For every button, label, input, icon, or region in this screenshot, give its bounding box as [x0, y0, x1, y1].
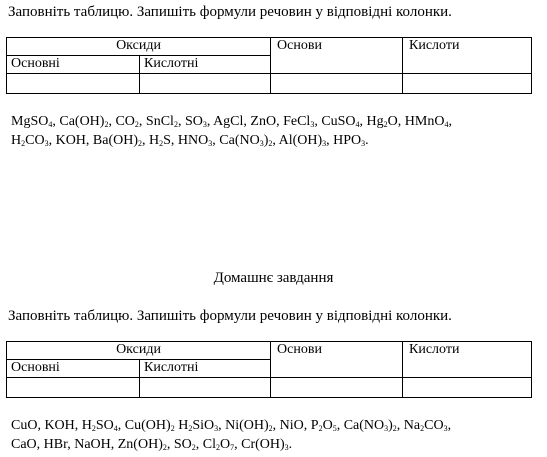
- cell-acids[interactable]: [403, 74, 532, 94]
- subscript: 2: [173, 120, 178, 129]
- subscript: 2: [138, 139, 143, 148]
- subscript: 3: [202, 120, 207, 129]
- subscript: 2: [162, 443, 167, 452]
- subscript: 4: [355, 120, 360, 129]
- subscript: 2: [104, 120, 109, 129]
- header-acids: Кислоти: [403, 38, 532, 74]
- header-bases: Основи: [271, 342, 403, 378]
- subscript: 2: [268, 424, 273, 433]
- subscript: 3: [44, 139, 49, 148]
- cell-acidic-oxides[interactable]: [140, 74, 271, 94]
- formula-list-2: [11, 416, 536, 454]
- cell-acidic-oxides[interactable]: [140, 378, 271, 398]
- subscript: 4: [444, 120, 449, 129]
- subscript: 3: [310, 120, 315, 129]
- subscript: 2: [420, 424, 425, 433]
- subscript: 2: [21, 139, 26, 148]
- cell-bases[interactable]: [271, 74, 403, 94]
- subscript: 3: [322, 139, 327, 148]
- subscript: 3: [443, 424, 448, 433]
- formula-line: CaO, HBr, NaOH, $Zn(OH)_2$, $SO_2$, $Cl_2O_7$, $Cr(OH)_3$.: [11, 437, 293, 452]
- subscript: 7: [230, 443, 235, 452]
- header-basic-oxides: Основні: [7, 56, 140, 74]
- cell-basic-oxides[interactable]: [7, 74, 140, 94]
- subscript: 3: [284, 443, 289, 452]
- subscript: 2: [216, 443, 220, 452]
- subscript: 3: [361, 139, 366, 148]
- subscript: 2: [134, 120, 139, 129]
- header-acidic-oxides: Кислотні: [140, 56, 271, 74]
- instruction-2: Заповніть таблицю. Запишіть формули речовин у відповідні колонки.: [8, 308, 452, 324]
- subscript: 2: [383, 120, 388, 129]
- subscript: 3: [384, 424, 389, 433]
- subscript: 3: [259, 139, 264, 148]
- classification-table-1: [6, 37, 532, 94]
- subscript: 2: [159, 139, 164, 148]
- subscript: 3: [214, 424, 219, 433]
- cell-bases[interactable]: [271, 378, 403, 398]
- subscript: 3: [208, 139, 213, 148]
- header-bases: Основи: [271, 38, 403, 74]
- subscript: 2: [191, 443, 196, 452]
- formula-line: MgSO$_4$, $Ca(OH)_2$, $CO_2$, SnCl$_2$, $SO_3$, AgCl, ZnO, FeCl$_3$, CuSO$_4$, $Hg_2O$, HMnO$_4$,: [11, 114, 452, 129]
- formula-list-1: [11, 112, 536, 150]
- instruction-1: Заповніть таблицю. Запишіть формули речовин у відповідні колонки.: [8, 4, 452, 20]
- classification-table-2: [6, 341, 532, 398]
- subscript: 2: [392, 424, 397, 433]
- formula-line: CuO, KOH, $H_2SO_4$, $Cu(OH)_2$ $H_2SiO_3$, $Ni(OH)_2$, NiO, $P_2O_5$, $Ca(NO_3)_2$, $Na_2CO_3$,: [11, 418, 452, 433]
- subscript: 2: [170, 424, 175, 433]
- header-oxides: Оксиди: [7, 342, 271, 360]
- subscript: 2: [318, 424, 323, 433]
- subscript: 2: [268, 139, 273, 148]
- subscript: 2: [188, 424, 193, 433]
- subscript: 2: [91, 424, 96, 433]
- cell-acids[interactable]: [403, 378, 532, 398]
- subscript: 5: [332, 424, 337, 433]
- header-acidic-oxides: Кислотні: [140, 360, 271, 378]
- formula-line: $H_2CO_3$, KOH, $Ba(OH)_2$, $H_2S$, $HNO_3$, $Ca(NO_3)_2$, $Al(OH)_3$, $HPO_3$.: [11, 133, 369, 148]
- subscript: 4: [48, 120, 53, 129]
- homework-title: Домашнє завдання: [213, 270, 334, 286]
- header-basic-oxides: Основні: [7, 360, 140, 378]
- header-acids: Кислоти: [403, 342, 532, 378]
- header-oxides: Оксиди: [7, 38, 271, 56]
- subscript: 4: [113, 424, 118, 433]
- cell-basic-oxides[interactable]: [7, 378, 140, 398]
